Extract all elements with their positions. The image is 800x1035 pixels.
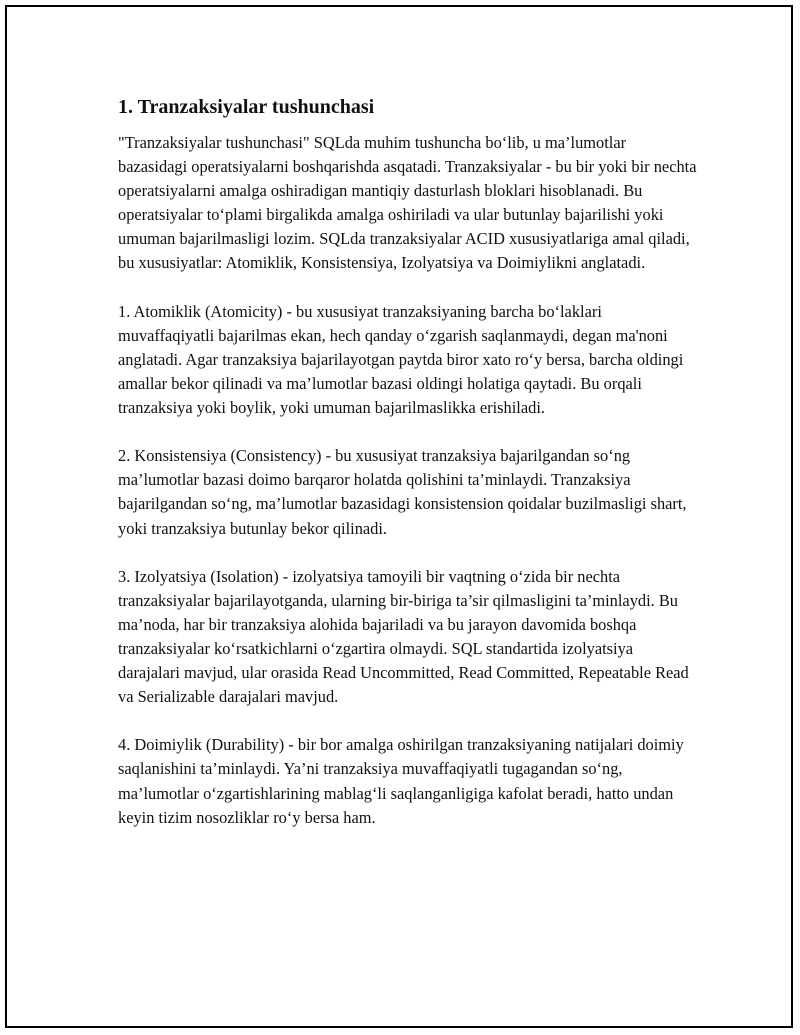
document-body	[118, 93, 698, 854]
isolation-paragraph: 3. Izolyatsiya (Isolation) - izolyatsiya tamoyili bir vaqtning o‘zida bir nechta tranzaksiyalar bajarilayotganda, ularning bir-biriga ta’sir qilmasligini ta’minlaydi. Bu ma’noda, har bir tranzaksiya alohida bajariladi va bu jarayon davomida boshqa tranzaksiyalar ko‘rsatkichlarni o‘zgartira olmaydi. SQL standartida izolyatsiya darajalari mavjud, ular orasida Read Uncommitted, Read Committed, Repeatable Read va Serializable darajalari mavjud.	[118, 566, 689, 707]
durability-paragraph: 4. Doimiylik (Durability) - bir bor amalga oshirilgan tranzaksiyaning natijalari doimiy saqlanishini ta’minlaydi. Ya’ni tranzaksiya muvaffaqiyatli tugagandan so‘ng, ma’lumotlar o‘zgartishlarining mablag‘li saqlanganligiga kafolat beradi, hatto undan keyin tizim nosozliklar ro‘y bersa ham.	[118, 735, 684, 827]
section-heading: 1. Tranzaksiyalar tushunchasi	[118, 96, 375, 118]
consistency-paragraph: 2. Konsistensiya (Consistency) - bu xususiyat tranzaksiya bajarilgandan so‘ng ma’lumotlar bazasi doimo barqaror holatda qolishini ta’minlaydi. Tranzaksiya bajarilgandan so‘ng, ma’lumotlar bazasidagi konsistension qoidalar buzilmasligi shart, yoki tranzaksiya butunlay bekor qilinadi.	[118, 446, 687, 538]
atomicity-paragraph: 1. Atomiklik (Atomicity) - bu xususiyat tranzaksiyaning barcha bo‘laklari muvaffaqiyatli bajarilmas ekan, hech qanday o‘zgarish saqlanmaydi, degan ma'noni anglatadi. Agar tranzaksiya bajarilayotgan paytda biror xato ro‘y bersa, barcha oldingi amallar bekor qilinadi va ma’lumotlar bazasi oldingi holatiga qaytadi. Bu orqali tranzaksiya yoki boylik, yoki umuman bajarilmaslikka erishiladi.	[118, 301, 684, 418]
intro-paragraph: "Tranzaksiyalar tushunchasi" SQLda muhim tushuncha bo‘lib, u ma’lumotlar bazasidagi operatsiyalarni boshqarishda asqatadi. Tranzaksiyalar - bu bir yoki bir nechta operatsiyalarni amalga oshiradigan mantiqiy dasturlash bloklari hisoblanadi. Bu operatsiyalar to‘plami birgalikda amalga oshiriladi va ular butunlay bajarilishi yoki umuman bajarilmasligi lozim. SQLda tranzaksiyalar ACID xususiyatlariga amal qiladi, bu xususiyatlar: Atomiklik, Konsistensiya, Izolyatsiya va Doimiylikni anglatadi.	[118, 133, 697, 273]
